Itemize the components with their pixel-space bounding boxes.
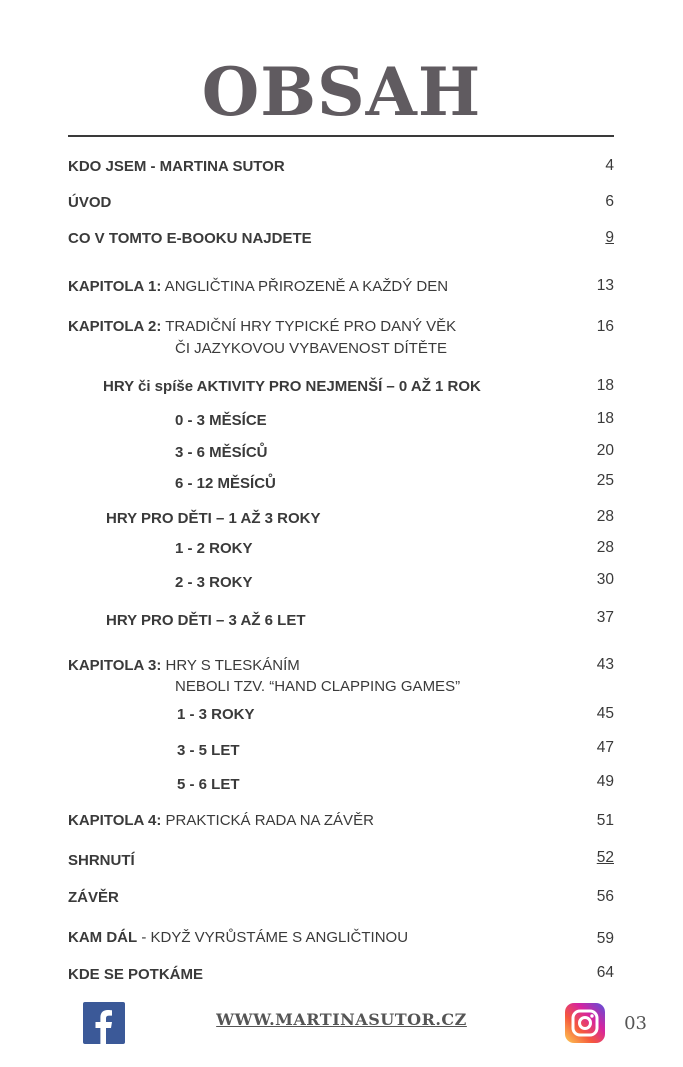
toc-entry-kapitola-4[interactable] <box>0 811 683 833</box>
toc-entry-label: KAM DÁL <box>68 929 138 946</box>
toc-chapter-title: TRADIČNÍ HRY TYPICKÉ PRO DANÝ VĚK <box>161 318 457 335</box>
toc-page-number: 6 <box>605 193 614 210</box>
toc-chapter-label: KAPITOLA 4: <box>68 812 162 829</box>
toc-page-number: 47 <box>596 739 614 756</box>
toc-page-number: 51 <box>596 812 614 829</box>
toc-entry-shrnuti[interactable] <box>0 851 683 873</box>
toc-entry-1-3-roky[interactable] <box>0 705 683 727</box>
toc-page-number: 28 <box>596 539 614 556</box>
toc-page-number: 56 <box>596 888 614 905</box>
toc-page-number: 30 <box>596 571 614 588</box>
toc-page-number: 9 <box>605 229 614 246</box>
toc-entry-label: 1 - 2 ROKY <box>175 540 253 557</box>
toc-entry-label: ZÁVĚR <box>68 889 119 906</box>
toc-entry-kam-dal[interactable] <box>0 928 683 950</box>
toc-page-number: 16 <box>596 318 614 335</box>
toc-entry-label: 6 - 12 MĚSÍCŮ <box>175 475 276 492</box>
toc-entry-label: ÚVOD <box>68 194 112 211</box>
toc-entry-3-6-mesicu[interactable] <box>0 443 683 465</box>
toc-entry-label: 2 - 3 ROKY <box>175 574 253 591</box>
toc-chapter-label: KAPITOLA 2: <box>68 318 162 335</box>
toc-entry-subtitle: - KDYŽ VYRŮSTÁME S ANGLIČTINOU <box>137 929 409 946</box>
toc-entry-co-najdete[interactable] <box>0 229 683 251</box>
website-link[interactable]: WWW.MARTINASUTOR.CZ <box>216 1010 467 1029</box>
toc-entry-kdo-jsem[interactable] <box>0 157 683 179</box>
toc-entry-label: KDO JSEM - MARTINA SUTOR <box>68 158 285 175</box>
toc-entry-label: 0 - 3 MĚSÍCE <box>175 412 267 429</box>
toc-page-number: 13 <box>596 277 614 294</box>
toc-entry-label: 5 - 6 LET <box>177 776 240 793</box>
toc-entry-label: HRY PRO DĚTI – 1 AŽ 3 ROKY <box>106 510 321 527</box>
toc-entry-hry-1-3[interactable] <box>0 509 683 531</box>
toc-entry-5-6-let[interactable] <box>0 775 683 797</box>
toc-page-number: 64 <box>596 964 614 981</box>
toc-entry-kapitola-2[interactable] <box>0 317 683 339</box>
toc-page-number: 37 <box>596 609 614 626</box>
toc-entry-label: KDE SE POTKÁME <box>68 966 204 983</box>
toc-chapter-title: HRY S TLESKÁNÍM <box>161 657 300 674</box>
toc-entry-label: 3 - 6 MĚSÍCŮ <box>175 444 268 461</box>
toc-entry-1-2-roky[interactable] <box>0 539 683 561</box>
toc-entry-hry-3-6[interactable] <box>0 611 683 633</box>
toc-entry-kde-se-potkame[interactable] <box>0 965 683 987</box>
toc-page-number: 18 <box>596 377 614 394</box>
toc-chapter-title-continued: ČI JAZYKOVOU VYBAVENOST DÍTĚTE <box>175 340 447 357</box>
toc-page-number: 45 <box>596 705 614 722</box>
toc-page-number: 43 <box>596 656 614 673</box>
toc-entry-label: 1 - 3 ROKY <box>177 706 255 723</box>
toc-entry-kapitola-1[interactable] <box>0 277 683 299</box>
page-number: 03 <box>624 1013 647 1034</box>
toc-page-number: 18 <box>596 410 614 427</box>
toc-chapter-title: ANGLIČTINA PŘIROZENĚ A KAŽDÝ DEN <box>161 278 449 295</box>
toc-page-number: 4 <box>605 157 614 174</box>
toc-entry-label: HRY či spíše AKTIVITY PRO NEJMENŠÍ – 0 AŽ 1 ROK <box>103 378 481 395</box>
toc-entry-2-3-roky[interactable] <box>0 573 683 595</box>
toc-page-number: 59 <box>596 930 614 947</box>
page-title: OBSAH <box>201 53 482 131</box>
toc-page-number: 20 <box>596 442 614 459</box>
instagram-icon[interactable] <box>565 1003 605 1043</box>
toc-chapter-title-continued: NEBOLI TZV. “HAND CLAPPING GAMES” <box>175 678 461 695</box>
toc-page-number: 52 <box>596 849 614 866</box>
toc-entry-uvod[interactable] <box>0 193 683 215</box>
toc-entry-6-12-mesicu[interactable] <box>0 474 683 496</box>
toc-chapter-title: PRAKTICKÁ RADA NA ZÁVĚR <box>161 812 374 829</box>
toc-page-number: 49 <box>596 773 614 790</box>
toc-entry-label: HRY PRO DĚTI – 3 AŽ 6 LET <box>106 612 306 629</box>
toc-page-number: 25 <box>596 472 614 489</box>
title-divider <box>68 135 614 137</box>
toc-entry-3-5-let[interactable] <box>0 741 683 763</box>
toc-entry-label: 3 - 5 LET <box>177 742 240 759</box>
toc-entry-kapitola-3[interactable] <box>0 656 683 678</box>
toc-chapter-label: KAPITOLA 1: <box>68 278 162 295</box>
toc-entry-hry-0-1[interactable] <box>0 377 683 399</box>
toc-chapter-label: KAPITOLA 3: <box>68 657 162 674</box>
toc-entry-label: CO V TOMTO E-BOOKU NAJDETE <box>68 230 312 247</box>
toc-entry-0-3-mesice[interactable] <box>0 411 683 433</box>
toc-page-number: 28 <box>596 508 614 525</box>
toc-entry-zaver[interactable] <box>0 888 683 910</box>
toc-entry-label: SHRNUTÍ <box>68 852 135 869</box>
